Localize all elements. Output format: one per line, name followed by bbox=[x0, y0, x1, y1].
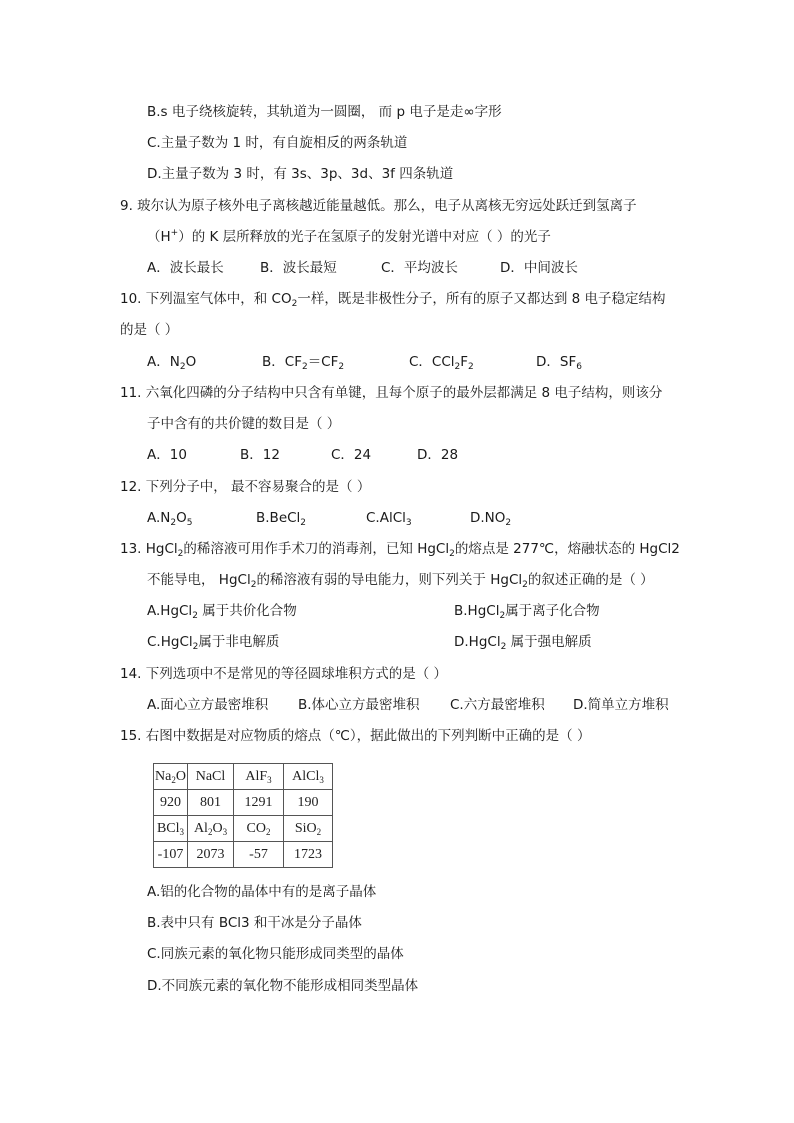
table-cell: $CO_2$ bbox=[234, 816, 284, 842]
q14-option-d: D.简单立方堆积 bbox=[573, 697, 669, 713]
q9-stem-line1: 9. 玻尔认为原子核外电子离核越近能量越低。那么，电子从离核无穷远处跃迁到氢离子 bbox=[120, 198, 637, 214]
q9-option-a: A．波长最长 bbox=[147, 260, 224, 276]
q10-option-c: C．$CCl_2F_2$ bbox=[409, 354, 474, 372]
table-cell: 801 bbox=[188, 790, 234, 816]
q11-stem-line1: 11. 六氧化四磷的分子结构中只含有单键，且每个原子的最外层都满足 8 电子结构，则该分 bbox=[120, 385, 663, 401]
q15-option-d: D.不同族元素的氧化物不能形成相同类型晶体 bbox=[147, 978, 419, 994]
q9-option-c: C．平均波长 bbox=[381, 260, 458, 276]
table-cell: $Al_2O_3$ bbox=[188, 816, 234, 842]
q15-option-b: B.表中只有 BCl3 和干冰是分子晶体 bbox=[147, 915, 362, 931]
table-row-header-2 bbox=[154, 816, 333, 842]
q13-option-b: B.HgCl$_2$属于离子化合物 bbox=[454, 603, 600, 621]
q11-stem-line2: 子中含有的共价键的数目是（ ） bbox=[147, 416, 341, 432]
q13-stem-line1: 13. HgCl$_2$的稀溶液可用作手术刀的消毒剂，已知 HgCl$_2$的熔点是 277℃，熔融状态的 HgCl2 bbox=[120, 541, 680, 559]
table-cell: AlF$_3$ bbox=[234, 764, 284, 790]
q10-stem-line2: 的是（ ） bbox=[120, 322, 179, 338]
q10-option-b: B．$CF_2=CF_2$ bbox=[262, 354, 345, 372]
table-cell: $Na_2O$ bbox=[154, 764, 188, 790]
table-cell: -107 bbox=[154, 842, 188, 868]
table-row-header-1 bbox=[154, 764, 333, 790]
q13-option-a: A.HgCl$_2$ 属于共价化合物 bbox=[147, 603, 297, 621]
q14-option-b: B.体心立方最密堆积 bbox=[298, 697, 420, 713]
melting-point-table bbox=[153, 763, 333, 868]
q8-option-c: C.主量子数为 1 时，有自旋相反的两条轨道 bbox=[147, 135, 408, 151]
q11-option-a: A．10 bbox=[147, 447, 187, 463]
q9-option-d: D．中间波长 bbox=[500, 260, 578, 276]
q12-option-a: $A.N_2O_5$ bbox=[147, 510, 193, 528]
q14-option-c: C.六方最密堆积 bbox=[450, 697, 545, 713]
q15-stem: 15. 右图中数据是对应物质的熔点（℃），据此做出的下列判断中正确的是（ ） bbox=[120, 728, 591, 744]
q12-option-c: C.AlCl$_3$ bbox=[366, 510, 412, 528]
table-cell: 190 bbox=[284, 790, 333, 816]
q13-stem-line2: 不能导电， HgCl$_2$的稀溶液有弱的导电能力，则下列关于 HgCl$_2$的叙述正确的是（ ） bbox=[147, 572, 654, 590]
q10-option-a: A．$N_2O$ bbox=[147, 354, 197, 372]
q12-stem: 12. 下列分子中， 最不容易聚合的是（ ） bbox=[120, 479, 371, 495]
table-cell: -57 bbox=[234, 842, 284, 868]
q15-option-a: A.铝的化合物的晶体中有的是离子晶体 bbox=[147, 884, 377, 900]
q9-option-b: B．波长最短 bbox=[260, 260, 337, 276]
table-cell: AlCl$_3$ bbox=[284, 764, 333, 790]
q11-option-c: C．24 bbox=[331, 447, 372, 463]
table-cell: 1723 bbox=[284, 842, 333, 868]
q10-option-d: D．$SF_6$ bbox=[536, 354, 582, 372]
table-cell: NaCl bbox=[188, 764, 234, 790]
q8-option-b: B.s 电子绕核旋转，其轨道为一圆圈， 而 p 电子是走∞字形 bbox=[147, 104, 502, 120]
table-cell: 920 bbox=[154, 790, 188, 816]
table-cell: 2073 bbox=[188, 842, 234, 868]
q9-stem-line2: （H+）的 K 层所释放的光子在氢原子的发射光谱中对应（ ）的光子 bbox=[147, 228, 551, 245]
q12-option-d: $D.NO_2$ bbox=[470, 510, 512, 528]
q11-option-b: B．12 bbox=[240, 447, 280, 463]
table-cell: BCl$_3$ bbox=[154, 816, 188, 842]
table-cell: 1291 bbox=[234, 790, 284, 816]
q14-stem: 14. 下列选项中不是常见的等径圆球堆积方式的是（ ） bbox=[120, 666, 448, 682]
q13-option-c: C.HgCl$_2$属于非电解质 bbox=[147, 634, 280, 652]
q8-option-d: D.主量子数为 3 时，有 3s、3p、3d、3f 四条轨道 bbox=[147, 166, 454, 182]
q12-option-b: B.BeCl$_2$ bbox=[256, 510, 307, 528]
q11-option-d: D．28 bbox=[417, 447, 459, 463]
table-row-values-2 bbox=[154, 842, 333, 868]
table-cell: SiO$_2$ bbox=[284, 816, 333, 842]
q10-stem-line1: 10. 下列温室气体中，和 $CO_2$一样，既是非极性分子，所有的原子又都达到 8 电子稳定结构 bbox=[120, 291, 666, 309]
q13-option-d: D.HgCl$_2$ 属于强电解质 bbox=[454, 634, 592, 652]
q15-option-c: C.同族元素的氧化物只能形成同类型的晶体 bbox=[147, 946, 404, 962]
q14-option-a: A.面心立方最密堆积 bbox=[147, 697, 269, 713]
table-row-values-1 bbox=[154, 790, 333, 816]
